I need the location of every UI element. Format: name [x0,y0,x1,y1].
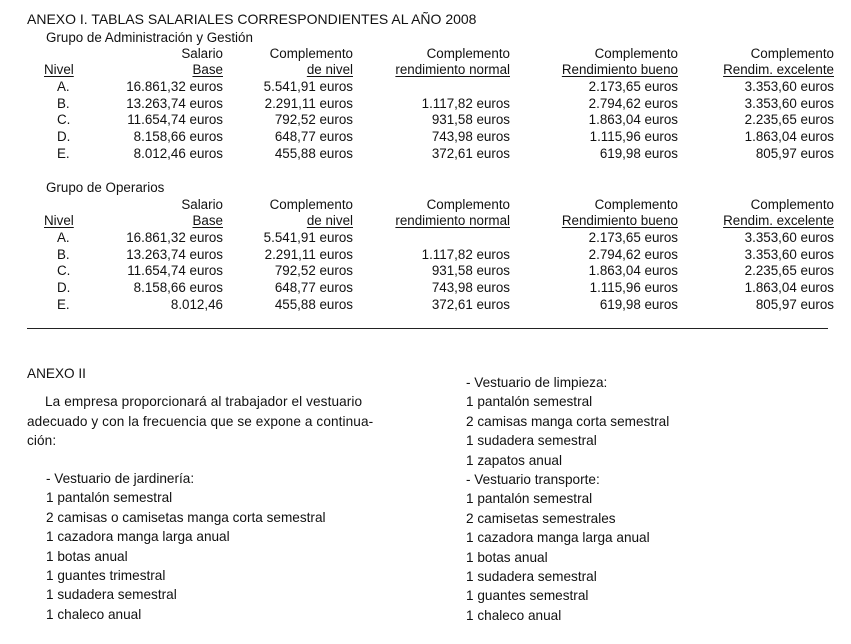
amount-cell: 619,98 euros [599,297,678,312]
column-header: Rendim. excelente [723,62,834,78]
amount-cell: 792,52 euros [274,112,353,128]
column-header: Complemento [594,46,678,61]
list-item: 2 camisetas semestrales [466,510,616,526]
amount-cell: 2.173,65 euros [588,78,678,94]
column-header: de nivel [306,62,353,78]
table-row [44,96,834,113]
column-header: de nivel [306,213,353,229]
column-header [44,197,111,213]
amount-cell: 743,98 euros [431,129,510,145]
amount-cell: 13.263,74 euros [126,246,223,262]
column-header: Nivel [44,213,74,229]
group-operarios-title: Grupo de Operarios [46,180,165,195]
amount-cell: 805,97 euros [755,146,834,161]
level-cell: E. [57,297,70,312]
column-header: Complemento [269,197,353,212]
salary-table-admin-body [44,46,834,163]
list-item: 1 sudadera semestral [466,433,597,449]
table-row [44,247,834,264]
amount-cell: 3.353,60 euros [744,95,834,111]
list-item: 1 pantalón semestral [466,491,593,507]
amount-cell: 3.353,60 euros [744,78,834,94]
annex-2-title: ANEXO II [27,366,86,381]
amount-cell: 648,77 euros [274,280,353,296]
column-header: rendimiento normal [395,62,510,78]
list-item: 1 botas anual [46,548,128,564]
amount-cell: 1.115,96 euros [589,129,678,145]
list-item: - Vestuario de limpieza: [466,375,608,390]
amount-cell: 11.654,74 euros [127,112,223,128]
amount-cell: 1.117,82 euros [421,95,510,111]
amount-cell: 455,88 euros [274,297,353,312]
level-cell: C. [57,112,71,128]
amount-cell: 11.654,74 euros [127,263,223,279]
list-item: 1 zapatos anual [466,452,562,468]
level-cell: C. [57,263,71,279]
amount-cell: 2.794,62 euros [588,95,678,111]
amount-cell: 8.012,46 [170,297,223,312]
amount-cell: 2.235,65 euros [744,112,834,128]
amount-cell: 8.158,66 euros [133,129,223,145]
column-header: Complemento [594,197,678,212]
group-admin-title: Grupo de Administración y Gestión [46,30,253,45]
list-item: - Vestuario de jardinería: [46,471,195,486]
column-header: Complemento [426,197,510,212]
table-row [44,112,834,129]
list-item: 1 guantes semestral [466,588,589,604]
level-cell: B. [57,246,70,262]
column-header: Complemento [269,46,353,61]
column-header: Complemento [750,197,834,212]
amount-cell: 8.158,66 euros [133,280,223,296]
amount-cell: 2.291,11 euros [264,246,353,262]
list-item: 1 chaleco anual [466,607,562,623]
column-header: Base [192,213,223,229]
amount-cell [353,230,510,247]
amount-cell: 2.794,62 euros [588,246,678,262]
amount-cell: 16.861,32 euros [126,78,223,94]
section-divider [27,328,828,329]
amount-cell: 2.235,65 euros [744,263,834,279]
amount-cell: 1.863,04 euros [588,112,678,128]
list-item: 2 camisas manga corta semestral [466,413,670,429]
list-item: 1 pantalón semestral [46,490,173,506]
level-cell: A. [57,229,70,245]
salary-table-admin [44,46,834,163]
amount-cell: 3.353,60 euros [744,246,834,262]
intro-line: adecuado y con la frecuencia que se expone a continua- [27,413,374,429]
list-item: 1 sudadera semestral [46,587,177,603]
column-header: Salario [181,46,223,61]
list-item: 2 camisas o camisetas manga corta semestral [46,509,326,525]
annex-2-intro [27,392,405,451]
annex-1-title: ANEXO I. TABLAS SALARIALES CORRESPONDIENTES AL AÑO 2008 [27,11,477,27]
column-header: rendimiento normal [395,213,510,229]
amount-cell: 5.541,91 euros [263,78,353,94]
column-header: Complemento [426,46,510,61]
amount-cell: 1.863,04 euros [744,129,834,145]
table-row [44,263,834,280]
amount-cell: 372,61 euros [431,146,510,161]
level-cell: A. [57,78,70,94]
amount-cell: 619,98 euros [599,146,678,161]
list-item: 1 botas anual [466,549,548,565]
table-row [44,230,834,247]
amount-cell: 931,58 euros [431,263,510,279]
level-cell: E. [57,146,70,161]
intro-line: La empresa proporcionará al trabajador el vestuario [45,394,363,409]
column-header: Rendimiento bueno [561,213,678,229]
list-item: - Vestuario transporte: [466,471,600,487]
amount-cell: 13.263,74 euros [126,95,223,111]
column-header [44,46,111,62]
amount-cell: 372,61 euros [431,297,510,312]
amount-cell: 1.863,04 euros [744,280,834,296]
amount-cell: 648,77 euros [274,129,353,145]
list-item: 1 cazadora manga larga anual [46,529,230,545]
amount-cell [353,79,510,96]
column-header: Base [192,62,223,78]
table-row [44,280,834,297]
clothing-list-right [466,373,669,625]
amount-cell: 931,58 euros [431,112,510,128]
amount-cell: 1.863,04 euros [588,263,678,279]
amount-cell: 455,88 euros [274,146,353,161]
level-cell: B. [57,95,70,111]
list-item: 1 pantalón semestral [466,394,593,410]
table-header-row [44,62,834,78]
level-cell: D. [57,280,71,296]
intro-line: ción: [27,433,57,448]
table-row [44,79,834,96]
column-header: Salario [181,197,223,212]
list-item: 1 guantes trimestral [46,567,166,583]
level-cell: D. [57,129,71,145]
amount-cell: 3.353,60 euros [744,229,834,245]
column-header: Nivel [44,62,74,78]
amount-cell: 16.861,32 euros [126,229,223,245]
amount-cell: 792,52 euros [274,263,353,279]
amount-cell: 805,97 euros [755,297,834,312]
amount-cell: 743,98 euros [431,280,510,296]
table-header-row [44,197,834,213]
amount-cell: 2.291,11 euros [264,95,353,111]
column-header: Complemento [750,46,834,61]
list-item: 1 cazadora manga larga anual [466,530,650,546]
amount-cell: 1.115,96 euros [589,280,678,296]
salary-table-operarios [44,197,834,314]
table-row [44,129,834,146]
column-header: Rendimiento bueno [561,62,678,78]
amount-cell: 2.173,65 euros [588,229,678,245]
list-item: 1 sudadera semestral [466,568,597,584]
table-row [44,146,834,163]
list-item: 1 chaleco anual [46,606,142,622]
clothing-list-left [46,469,326,624]
salary-table-operarios-body [44,197,834,314]
amount-cell: 1.117,82 euros [421,246,510,262]
table-row [44,297,834,314]
amount-cell: 8.012,46 euros [133,146,223,161]
column-header: Rendim. excelente [723,213,834,229]
table-header-row [44,46,834,62]
amount-cell: 5.541,91 euros [263,229,353,245]
table-header-row [44,213,834,229]
